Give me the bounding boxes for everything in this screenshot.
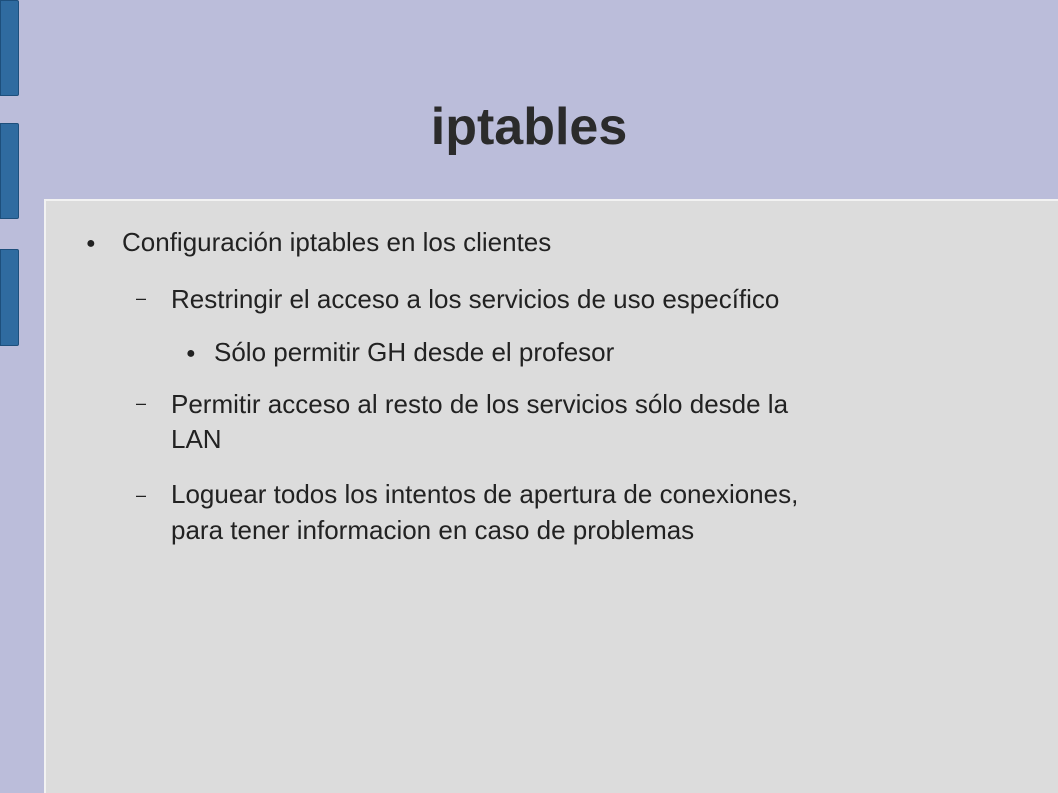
bullet-marker: ● xyxy=(186,345,196,362)
dash-marker: – xyxy=(136,288,147,308)
list-item-line: Loguear todos los intentos de apertura de conexiones, xyxy=(171,479,799,509)
dash-marker: – xyxy=(136,393,147,413)
bullet-marker: ● xyxy=(86,235,96,252)
decorative-side-bar-3 xyxy=(0,249,19,346)
list-item-line: para tener informacion en caso de problemas xyxy=(171,515,695,545)
list-item: Restringir el acceso a los servicios de uso específico xyxy=(171,284,780,314)
list-item-line: LAN xyxy=(171,424,222,454)
decorative-side-bar-1 xyxy=(0,0,19,96)
slide-title: iptables xyxy=(430,98,628,156)
list-item: Configuración iptables en los clientes xyxy=(122,227,552,257)
list-item: Sólo permitir GH desde el profesor xyxy=(214,337,615,367)
dash-marker: – xyxy=(136,485,147,505)
list-item-line: Permitir acceso al resto de los servicios sólo desde la xyxy=(171,389,789,419)
